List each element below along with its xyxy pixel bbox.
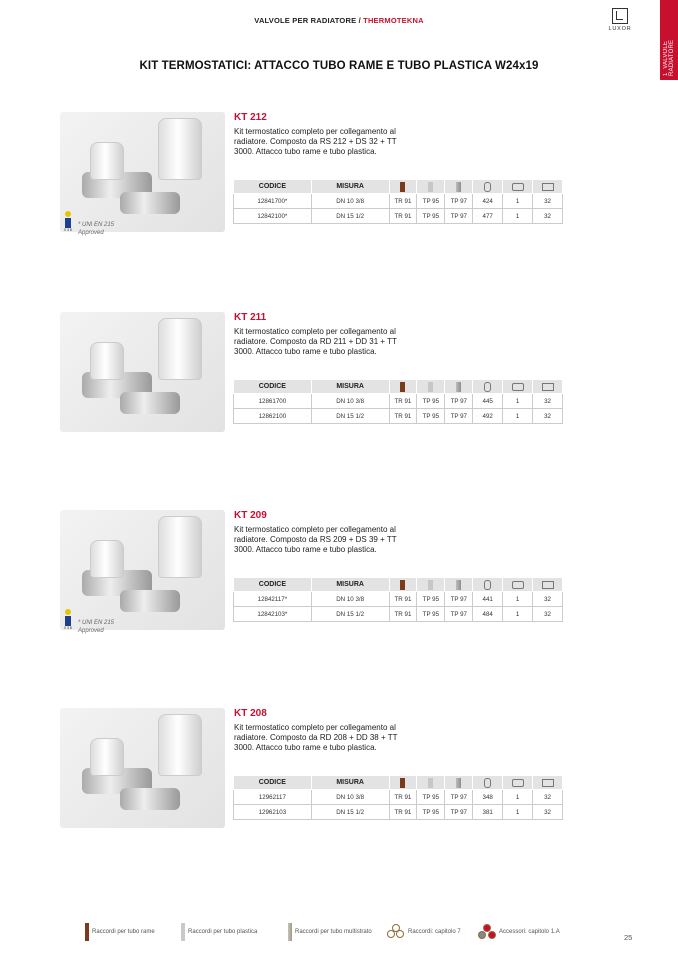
multilayer-pipe-icon [456,778,461,788]
plastic-pipe-icon [428,778,433,788]
certification-code: 0 3 8 [64,626,72,630]
header-icon-cell [473,776,503,790]
fittings-rings-icon [387,924,405,940]
cell-misura: DN 15 1/2 [311,607,389,622]
spec-table [233,179,563,224]
product-description: Kit termostatico completo per collegamento al radiatore. Composto da RS 209 + DS 39 + TT 3000. Attacco tubo rame e tubo plastica. [234,525,397,554]
header-codice: CODICE [234,180,312,194]
cell-codice: 12962117 [234,790,312,805]
cell-c3: TR 91 [389,394,417,409]
cell-misura: DN 10 3/8 [311,790,389,805]
product-description: Kit termostatico completo per collegamento al radiatore. Composto da RD 211 + DD 31 + TT 3000. Attacco tubo rame e tubo plastica. [234,327,397,356]
header-icon-cell [417,380,445,394]
box-icon [542,581,554,589]
header-icon-cell [389,380,417,394]
legend-accessories-label: Accessori: capitolo 1.A [499,929,560,935]
legend-ch7 [387,922,461,942]
approval-standard: * UNI EN 215 [78,222,115,228]
logo-icon [612,8,628,24]
spec-table [233,577,563,622]
breadcrumb-separator: / [356,16,364,25]
box-icon [542,779,554,787]
cell-c3: TR 91 [389,607,417,622]
table-row [234,209,563,224]
copper-pipe-icon [400,580,405,590]
cell-c5: TP 97 [445,592,473,607]
copper-pipe-icon [400,182,405,192]
multilayer-pipe-icon [456,382,461,392]
cell-codice: 12842117* [234,592,312,607]
footer-legend [85,922,585,942]
table-header-row [234,578,563,592]
approval-status: Approved [78,627,104,634]
cell-c5: TP 97 [445,409,473,424]
table-header-row [234,380,563,394]
cell-c4: TP 95 [417,805,445,820]
header-icon-cell [533,380,563,394]
cell-misura: DN 15 1/2 [311,409,389,424]
table-row [234,194,563,209]
header-icon-cell [503,380,533,394]
header-icon-cell [473,180,503,194]
cell-c8: 32 [533,209,563,224]
header-icon-cell [473,578,503,592]
table-header-row [234,776,563,790]
box-icon [542,183,554,191]
legend-plastic-label: Raccordi per tubo plastica [188,929,258,935]
cell-c8: 32 [533,592,563,607]
cell-misura: DN 10 3/8 [311,592,389,607]
cell-c4: TP 95 [417,194,445,209]
cell-c5: TP 97 [445,394,473,409]
header-icon-cell [533,180,563,194]
cell-c6: 492 [473,409,503,424]
legend-multi [288,922,372,942]
cell-c6: 484 [473,607,503,622]
cell-c4: TP 95 [417,592,445,607]
header-codice: CODICE [234,380,312,394]
breadcrumb-section: VALVOLE PER RADIATORE [254,16,357,25]
cell-c8: 32 [533,394,563,409]
page-number: 25 [624,933,633,942]
cell-c6: 348 [473,790,503,805]
cell-c5: TP 97 [445,805,473,820]
product-description: Kit termostatico completo per collegamento al radiatore. Composto da RD 208 + DD 38 + TT 3000. Attacco tubo rame e tubo plastica. [234,723,398,752]
cell-codice: 12842100* [234,209,312,224]
cell-c4: TP 95 [417,394,445,409]
copper-pipe-icon [85,923,89,941]
cell-codice: 12842103* [234,607,312,622]
header-icon-cell [417,578,445,592]
approval-standard: * UNI EN 215 [78,620,115,626]
approval-status: Approved [78,229,104,236]
header-icon-cell [389,578,417,592]
chapter-tab-number: 1 [663,72,669,76]
cell-c4: TP 95 [417,209,445,224]
plastic-pipe-icon [428,182,433,192]
cell-c5: TP 97 [445,194,473,209]
cell-c4: TP 95 [417,790,445,805]
cell-misura: DN 10 3/8 [311,194,389,209]
product-code: KT 212 [234,112,267,123]
page-title: KIT TERMOSTATICI: ATTACCO TUBO RAME E TUBO PLASTICA W24x19 [139,60,539,72]
product-image [60,312,225,432]
copper-pipe-icon [400,382,405,392]
header-icon-cell [417,180,445,194]
header-misura: MISURA [311,180,389,194]
certification-code: 0 3 8 [64,228,72,232]
cell-codice: 12861700 [234,394,312,409]
cell-c8: 32 [533,607,563,622]
cell-c6: 441 [473,592,503,607]
legend-copper [85,922,155,942]
cell-codice: 12862100 [234,409,312,424]
product-image [60,510,225,630]
cell-c3: TR 91 [389,805,417,820]
product-image [60,112,225,232]
cell-c3: TR 91 [389,209,417,224]
approval-note [78,620,114,635]
legend-multi-label: Raccordi per tubo multistrato [295,929,372,935]
cell-misura: DN 15 1/2 [311,805,389,820]
cell-codice: 12962103 [234,805,312,820]
header-icon-cell [389,180,417,194]
cell-c8: 32 [533,194,563,209]
table-row [234,805,563,820]
cell-c5: TP 97 [445,209,473,224]
brand-logo [600,8,640,32]
header-misura: MISURA [311,578,389,592]
legend-accessories [478,922,560,942]
multilayer-pipe-icon [456,182,461,192]
header-misura: MISURA [311,380,389,394]
multilayer-pipe-icon [288,923,292,941]
legend-ch7-label: Raccordi: capitolo 7 [408,929,461,935]
header-icon-cell [503,578,533,592]
logo-word: LUXOR [608,26,632,32]
header-icon-cell [389,776,417,790]
accessories-icon [478,924,496,940]
header-icon-cell [503,776,533,790]
cell-c6: 477 [473,209,503,224]
certification-mark-icon [63,211,73,233]
chapter-tab-text: VALVOLE RADIATORE [663,39,675,76]
header-codice: CODICE [234,578,312,592]
table-row [234,607,563,622]
table-row [234,409,563,424]
table-row [234,592,563,607]
product-code: KT 211 [234,312,267,323]
package-icon [512,183,524,191]
cell-c7: 1 [503,209,533,224]
cell-c3: TR 91 [389,592,417,607]
product-image [60,708,225,828]
cell-c7: 1 [503,607,533,622]
cell-c7: 1 [503,409,533,424]
cell-c7: 1 [503,592,533,607]
cell-c8: 32 [533,805,563,820]
package-icon [512,581,524,589]
weight-icon [484,382,491,392]
cell-misura: DN 15 1/2 [311,209,389,224]
cell-c3: TR 91 [389,194,417,209]
copper-pipe-icon [400,778,405,788]
table-header-row [234,180,563,194]
header-icon-cell [445,776,473,790]
header-icon-cell [445,578,473,592]
cell-c6: 381 [473,805,503,820]
cell-c7: 1 [503,394,533,409]
spec-table [233,379,563,424]
certification-mark-icon [63,609,73,631]
legend-copper-label: Raccordi per tubo rame [92,929,155,935]
package-icon [512,383,524,391]
cell-codice: 12841700* [234,194,312,209]
table-row [234,394,563,409]
header-codice: CODICE [234,776,312,790]
header-icon-cell [533,776,563,790]
product-code: KT 208 [234,708,267,719]
product-description: Kit termostatico completo per collegamento al radiatore. Composto da RS 212 + DS 32 + TT 3000. Attacco tubo rame e tubo plastica. [234,127,397,156]
weight-icon [484,778,491,788]
cell-c3: TR 91 [389,790,417,805]
table-row [234,790,563,805]
header-icon-cell [445,180,473,194]
package-icon [512,779,524,787]
cell-c5: TP 97 [445,790,473,805]
cell-c6: 445 [473,394,503,409]
cell-misura: DN 10 3/8 [311,394,389,409]
header-icon-cell [445,380,473,394]
breadcrumb [0,16,678,25]
box-icon [542,383,554,391]
header-icon-cell [533,578,563,592]
weight-icon [484,182,491,192]
header-icon-cell [473,380,503,394]
weight-icon [484,580,491,590]
approval-note [78,222,114,237]
product-code: KT 209 [234,510,267,521]
cell-c8: 32 [533,790,563,805]
multilayer-pipe-icon [456,580,461,590]
breadcrumb-brand: THERMOTEKNA [363,16,424,25]
plastic-pipe-icon [428,382,433,392]
cell-c8: 32 [533,409,563,424]
plastic-pipe-icon [428,580,433,590]
header-icon-cell [417,776,445,790]
cell-c4: TP 95 [417,607,445,622]
header-icon-cell [503,180,533,194]
legend-plastic [181,922,257,942]
header-misura: MISURA [311,776,389,790]
cell-c7: 1 [503,805,533,820]
spec-table [233,775,563,820]
plastic-pipe-icon [181,923,185,941]
cell-c5: TP 97 [445,607,473,622]
cell-c4: TP 95 [417,409,445,424]
cell-c6: 424 [473,194,503,209]
cell-c3: TR 91 [389,409,417,424]
cell-c7: 1 [503,194,533,209]
cell-c7: 1 [503,790,533,805]
